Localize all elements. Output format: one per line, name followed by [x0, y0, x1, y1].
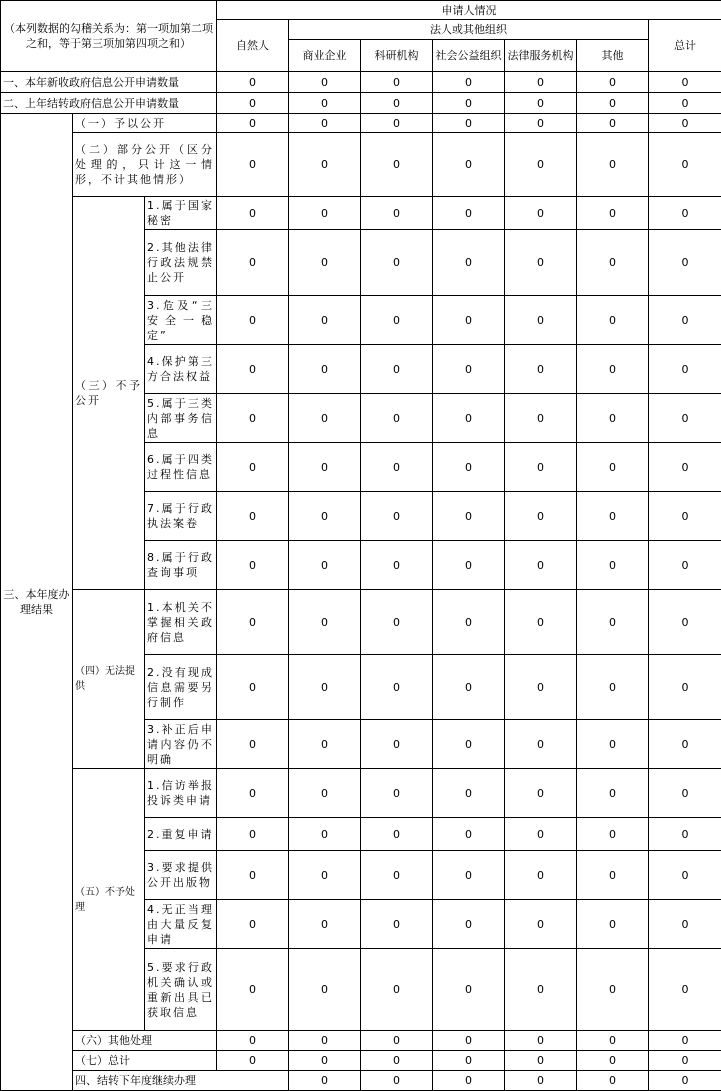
- cell-value: 0: [649, 769, 721, 818]
- cell-value: 0: [505, 114, 577, 133]
- cell-value: 0: [289, 851, 361, 900]
- cell-value: 0: [649, 72, 721, 93]
- table-row: [1, 1031, 721, 1051]
- row-label: 1.属于国家秘密: [145, 197, 217, 230]
- header-applicant: 申请人情况: [217, 1, 721, 20]
- cell-value: 0: [217, 818, 289, 851]
- cell-value: 0: [289, 1071, 361, 1091]
- cell-value: 0: [361, 541, 433, 590]
- cell-value: 0: [289, 949, 361, 1031]
- cell-value: 0: [433, 655, 505, 720]
- cell-value: 0: [577, 133, 649, 197]
- cell-value: 0: [217, 851, 289, 900]
- cell-value: 0: [217, 769, 289, 818]
- row-label: 2.重复申请: [145, 818, 217, 851]
- header-legal: 法人或其他组织: [289, 20, 649, 40]
- cell-value: 0: [289, 296, 361, 345]
- row-label: 四、结转下年度继续办理: [73, 1071, 289, 1091]
- table-row: [1, 93, 721, 114]
- cell-value: 0: [361, 655, 433, 720]
- table-row: [1, 133, 721, 197]
- cell-value: 0: [649, 818, 721, 851]
- cell-value: 0: [505, 851, 577, 900]
- cell-value: 0: [505, 769, 577, 818]
- cell-value: 0: [649, 133, 721, 197]
- cell-value: 0: [361, 900, 433, 949]
- cell-value: 0: [577, 541, 649, 590]
- cell-value: 0: [433, 492, 505, 541]
- header-social: 社会公益组织: [433, 40, 505, 72]
- cell-value: 0: [433, 394, 505, 443]
- cell-value: 0: [577, 345, 649, 394]
- cell-value: 0: [577, 197, 649, 230]
- cell-value: 0: [505, 197, 577, 230]
- row-label: 4.保护第三方合法权益: [145, 345, 217, 394]
- cell-value: 0: [217, 900, 289, 949]
- cell-value: 0: [361, 114, 433, 133]
- row-label: 一、本年新收政府信息公开申请数量: [1, 72, 217, 93]
- row-label: （一）予以公开: [73, 114, 217, 133]
- cell-value: 0: [505, 900, 577, 949]
- row-label: 1.信访举报投诉类申请: [145, 769, 217, 818]
- row-label: 2.没有现成信息需要另行制作: [145, 655, 217, 720]
- table-row: [1, 1071, 721, 1091]
- row-label: （六）其他处理: [73, 1031, 217, 1051]
- cell-value: 0: [577, 394, 649, 443]
- cell-value: 0: [289, 818, 361, 851]
- cell-value: 0: [361, 720, 433, 769]
- cell-value: 0: [505, 1071, 577, 1091]
- cell-value: 0: [649, 296, 721, 345]
- cell-value: 0: [649, 93, 721, 114]
- cell-value: 0: [289, 230, 361, 296]
- cell-value: 0: [433, 230, 505, 296]
- row-label: 二、上年结转政府信息公开申请数量: [1, 93, 217, 114]
- cell-value: 0: [505, 1051, 577, 1071]
- cell-value: 0: [289, 590, 361, 655]
- cell-value: 0: [433, 197, 505, 230]
- cell-value: 0: [505, 541, 577, 590]
- cell-value: 0: [505, 818, 577, 851]
- cell-value: 0: [217, 541, 289, 590]
- cell-value: 0: [217, 720, 289, 769]
- cell-value: 0: [433, 720, 505, 769]
- cell-value: 0: [577, 818, 649, 851]
- cell-value: 0: [289, 93, 361, 114]
- cell-value: 0: [577, 443, 649, 492]
- cell-value: 0: [505, 394, 577, 443]
- cell-value: 0: [217, 443, 289, 492]
- cell-value: 0: [217, 114, 289, 133]
- cell-value: 0: [505, 296, 577, 345]
- cell-value: 0: [577, 720, 649, 769]
- cell-value: 0: [649, 949, 721, 1031]
- row-label: （二）部分公开（区分处理的，只计这一情形，不计其他情形）: [73, 133, 217, 197]
- cell-value: 0: [577, 1051, 649, 1071]
- row-subgroup-label: （三）不予公开: [73, 197, 145, 590]
- row-label: 3.要求提供公开出版物: [145, 851, 217, 900]
- row-label: 6.属于四类过程性信息: [145, 443, 217, 492]
- cell-value: 0: [361, 818, 433, 851]
- cell-value: 0: [505, 230, 577, 296]
- cell-value: 0: [361, 133, 433, 197]
- row-subgroup-label: （四）无法提供: [73, 590, 145, 769]
- row-subgroup-label: （五）不予处理: [73, 769, 145, 1031]
- cell-value: 0: [649, 443, 721, 492]
- cell-value: 0: [649, 590, 721, 655]
- cell-value: 0: [361, 1051, 433, 1071]
- cell-value: 0: [505, 443, 577, 492]
- cell-value: 0: [289, 1051, 361, 1071]
- cell-value: 0: [577, 1031, 649, 1051]
- cell-value: 0: [649, 394, 721, 443]
- cell-value: 0: [289, 197, 361, 230]
- cell-value: 0: [505, 72, 577, 93]
- cell-value: 0: [361, 345, 433, 394]
- row-label: （七）总计: [73, 1051, 217, 1071]
- row-label: 4.无正当理由大量反复申请: [145, 900, 217, 949]
- row-group-label: 三、本年度办理结果: [1, 114, 73, 1091]
- cell-value: 0: [505, 133, 577, 197]
- cell-value: 0: [361, 1031, 433, 1051]
- cell-value: 0: [649, 1031, 721, 1051]
- header-legal-service: 法律服务机构: [505, 40, 577, 72]
- cell-value: 0: [577, 1071, 649, 1091]
- cell-value: 0: [649, 851, 721, 900]
- cell-value: 0: [433, 541, 505, 590]
- cell-value: 0: [361, 851, 433, 900]
- cell-value: 0: [649, 114, 721, 133]
- cell-value: 0: [505, 93, 577, 114]
- cell-value: 0: [649, 1051, 721, 1071]
- cell-value: 0: [433, 1071, 505, 1091]
- cell-value: 0: [217, 1051, 289, 1071]
- cell-value: 0: [289, 345, 361, 394]
- cell-value: 0: [505, 720, 577, 769]
- cell-value: 0: [433, 345, 505, 394]
- cell-value: 0: [433, 590, 505, 655]
- cell-value: 0: [217, 949, 289, 1031]
- header-other: 其他: [577, 40, 649, 72]
- row-label: 5.属于三类内部事务信息: [145, 394, 217, 443]
- cell-value: 0: [433, 900, 505, 949]
- cell-value: 0: [433, 93, 505, 114]
- header-note: （本列数据的勾稽关系为：第一项加第二项之和，等于第三项加第四项之和）: [1, 1, 217, 72]
- table-row: [1, 197, 721, 230]
- cell-value: 0: [649, 197, 721, 230]
- header-natural: 自然人: [217, 20, 289, 72]
- cell-value: 0: [433, 114, 505, 133]
- cell-value: 0: [505, 345, 577, 394]
- cell-value: 0: [289, 133, 361, 197]
- row-label: 5.要求行政机关确认或重新出具已获取信息: [145, 949, 217, 1031]
- cell-value: 0: [505, 655, 577, 720]
- cell-value: 0: [577, 590, 649, 655]
- cell-value: 0: [289, 443, 361, 492]
- header-research: 科研机构: [361, 40, 433, 72]
- cell-value: 0: [361, 197, 433, 230]
- cell-value: 0: [433, 949, 505, 1031]
- cell-value: 0: [433, 1051, 505, 1071]
- cell-value: 0: [361, 230, 433, 296]
- cell-value: 0: [289, 655, 361, 720]
- row-label: 1.本机关不掌握相关政府信息: [145, 590, 217, 655]
- cell-value: 0: [289, 394, 361, 443]
- cell-value: 0: [361, 1071, 433, 1091]
- header-business: 商业企业: [289, 40, 361, 72]
- cell-value: 0: [649, 230, 721, 296]
- cell-value: 0: [361, 590, 433, 655]
- row-label: 3.危及“三安全一稳定”: [145, 296, 217, 345]
- cell-value: 0: [649, 345, 721, 394]
- table-row: [1, 769, 721, 818]
- cell-value: 0: [577, 900, 649, 949]
- cell-value: 0: [433, 72, 505, 93]
- cell-value: 0: [649, 720, 721, 769]
- cell-value: 0: [217, 394, 289, 443]
- cell-value: 0: [505, 949, 577, 1031]
- cell-value: 0: [577, 851, 649, 900]
- cell-value: 0: [289, 720, 361, 769]
- cell-value: 0: [361, 72, 433, 93]
- cell-value: 0: [217, 1031, 289, 1051]
- cell-value: 0: [649, 900, 721, 949]
- cell-value: 0: [433, 296, 505, 345]
- cell-value: 0: [649, 492, 721, 541]
- cell-value: 0: [577, 114, 649, 133]
- cell-value: 0: [217, 590, 289, 655]
- cell-value: 0: [505, 1031, 577, 1051]
- cell-value: 0: [217, 655, 289, 720]
- cell-value: 0: [217, 492, 289, 541]
- cell-value: 0: [217, 345, 289, 394]
- cell-value: 0: [577, 655, 649, 720]
- cell-value: 0: [433, 769, 505, 818]
- cell-value: 0: [361, 93, 433, 114]
- cell-value: 0: [649, 1071, 721, 1091]
- cell-value: 0: [289, 1031, 361, 1051]
- header-total: 总计: [649, 20, 721, 72]
- cell-value: 0: [289, 769, 361, 818]
- cell-value: 0: [433, 818, 505, 851]
- cell-value: 0: [505, 590, 577, 655]
- cell-value: 0: [433, 443, 505, 492]
- cell-value: 0: [433, 1031, 505, 1051]
- cell-value: 0: [577, 296, 649, 345]
- cell-value: 0: [217, 230, 289, 296]
- cell-value: 0: [361, 769, 433, 818]
- cell-value: 0: [433, 851, 505, 900]
- cell-value: 0: [433, 133, 505, 197]
- table-row: [1, 1051, 721, 1071]
- cell-value: 0: [577, 93, 649, 114]
- cell-value: 0: [217, 93, 289, 114]
- cell-value: 0: [217, 133, 289, 197]
- cell-value: 0: [361, 394, 433, 443]
- cell-value: 0: [577, 72, 649, 93]
- cell-value: 0: [217, 72, 289, 93]
- cell-value: 0: [577, 492, 649, 541]
- cell-value: 0: [649, 541, 721, 590]
- row-label: 3.补正后申请内容仍不明确: [145, 720, 217, 769]
- cell-value: 0: [505, 492, 577, 541]
- cell-value: 0: [577, 230, 649, 296]
- cell-value: 0: [289, 541, 361, 590]
- table-row: [1, 114, 721, 133]
- cell-value: 0: [289, 900, 361, 949]
- cell-value: 0: [577, 949, 649, 1031]
- cell-value: 0: [289, 492, 361, 541]
- table-row: [1, 590, 721, 655]
- cell-value: 0: [217, 197, 289, 230]
- cell-value: 0: [361, 296, 433, 345]
- cell-value: 0: [217, 296, 289, 345]
- cell-value: 0: [361, 443, 433, 492]
- cell-value: 0: [361, 492, 433, 541]
- cell-value: 0: [289, 72, 361, 93]
- cell-value: 0: [577, 769, 649, 818]
- row-label: 8.属于行政查询事项: [145, 541, 217, 590]
- row-label: 7.属于行政执法案卷: [145, 492, 217, 541]
- cell-value: 0: [361, 949, 433, 1031]
- cell-value: 0: [289, 114, 361, 133]
- cell-value: 0: [649, 655, 721, 720]
- row-label: 2.其他法律行政法规禁止公开: [145, 230, 217, 296]
- table-row: [1, 72, 721, 93]
